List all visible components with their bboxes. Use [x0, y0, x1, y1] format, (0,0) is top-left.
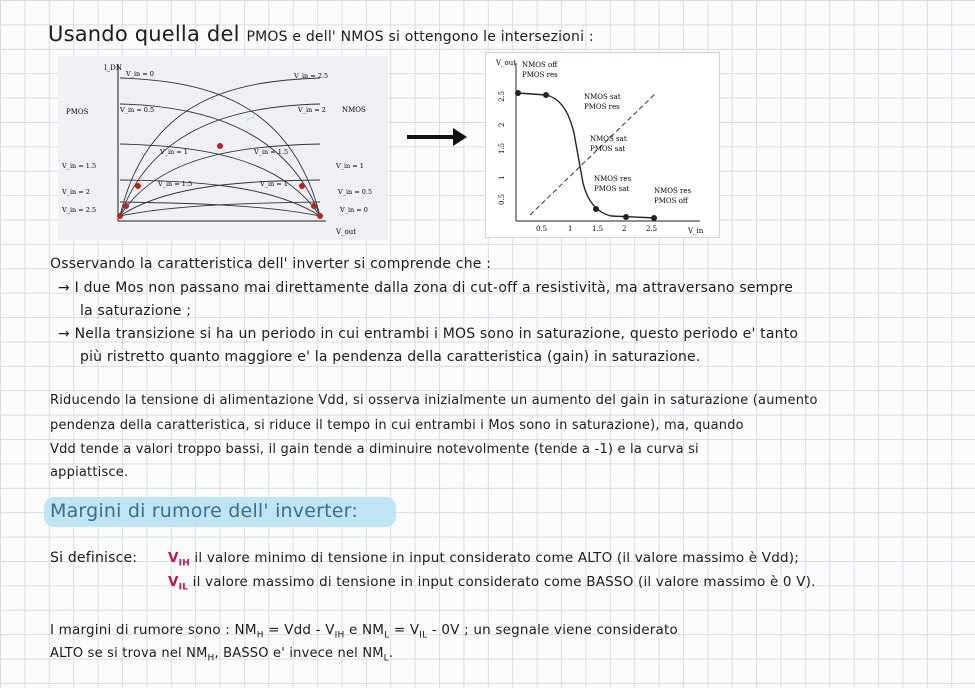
def-label: Si definisce: [50, 550, 138, 566]
vtc-figure [485, 52, 720, 238]
x-tick-4: 2.5 [646, 225, 658, 233]
right-label-3: V_in = 1 [336, 162, 364, 170]
y-tick-3: 1 [498, 175, 506, 180]
right-label-2: V_in = 1.5 [254, 148, 289, 156]
bullet-2 [58, 326, 798, 342]
y-tick-0: 2.5 [498, 90, 506, 102]
annot-nmos-sat-2: NMOS sat [590, 135, 627, 143]
load-line-figure [58, 56, 388, 240]
axis-x-label: V_out [336, 228, 357, 236]
right-label-5: V_in = 0.5 [338, 188, 373, 196]
load-line-svg [58, 56, 388, 240]
title-part3: si ottengono le intersezioni : [383, 29, 594, 45]
bullet-2-line-1: Nella transizione si ha un periodo in cui entrambi i MOS sono in saturazione, questo periodo e' tanto [74, 326, 799, 342]
annot-pmos-res-2: PMOS res [584, 103, 620, 111]
vdd-line-4: appiattisce. [50, 465, 129, 480]
vdd-line-3: Vdd tende a valori troppo bassi, il gain tende a diminuire notevolmente (tende a -1) e la curva si [50, 442, 699, 457]
bullet-2-line-2: più ristretto quanto maggiore e' la pendenza della caratteristica (gain) in saturazione. [80, 349, 701, 365]
annot-pmos-sat-2: PMOS sat [590, 145, 626, 153]
vtc-x-label: V_in [688, 227, 704, 235]
left-label-1: V_in = 0.5 [120, 106, 155, 114]
annot-pmos-sat-3: PMOS sat [594, 185, 630, 193]
vil-symbol: $V_{IL}$ [168, 574, 189, 593]
def-vil [168, 574, 816, 593]
def-vih [168, 550, 799, 569]
annot-nmos-sat-1: NMOS sat [584, 93, 621, 101]
margins-line-1: I margini di rumore sono : $NM_H$ = Vdd - $V_{IH}$ e $NM_L = V_{IL} - 0V$ ; un segnale viene considerato [50, 622, 678, 641]
pmos-label: PMOS [66, 108, 89, 116]
title-nmos: NMOS [340, 29, 384, 45]
page-title [48, 22, 594, 46]
vtc-svg [486, 53, 719, 237]
x-tick-3: 2 [622, 225, 627, 233]
vih-text: il valore minimo di tensione in input considerato come ALTO (il valore massimo è Vdd); [189, 550, 799, 566]
arrow-bullet-icon: → [58, 326, 75, 342]
nmos-label: NMOS [342, 106, 366, 114]
annot-pmos-off: PMOS off [654, 197, 688, 205]
vtc-y-label: V_out [496, 59, 517, 67]
axis-y-label: I_DN [104, 64, 123, 72]
annot-nmos-res: NMOS res [594, 175, 632, 183]
annot-nmos-res-2: NMOS res [654, 187, 692, 195]
right-label-1: V_in = 2 [298, 106, 326, 114]
left-label-4: V_in = 1.5 [158, 180, 193, 188]
title-part2: e dell' [287, 29, 341, 45]
arrow-right-icon [405, 125, 469, 149]
x-tick-0: 0.5 [536, 225, 548, 233]
annot-pmos-res: PMOS res [522, 71, 558, 79]
title-part1: Usando quella del [48, 22, 247, 46]
watermark: ~ [239, 106, 262, 130]
left-label-5: V_in = 2 [62, 188, 90, 196]
x-tick-2: 1.5 [592, 225, 604, 233]
annot-nmos-off: NMOS off [522, 61, 558, 69]
y-tick-1: 2 [498, 122, 506, 127]
x-tick-1: 1 [568, 225, 573, 233]
right-label-4: V_in = 1 [260, 180, 288, 188]
bullet-1-line-2: la saturazione ; [80, 303, 192, 319]
bullet-1 [58, 280, 793, 296]
right-label-6: V_in = 0 [340, 206, 368, 214]
obs-intro: Osservando la caratteristica dell' inverter si comprende che : [50, 256, 492, 272]
right-label-0: V_in = 2.5 [294, 72, 329, 80]
arrow-bullet-icon: → [58, 280, 75, 296]
y-tick-4: 0.5 [498, 193, 506, 205]
left-label-3: V_in = 1.5 [62, 162, 97, 170]
margins-line-2: ALTO se si trova nel $NM_H$, BASSO e' invece nel $NM_L$. [50, 646, 394, 664]
title-pmos: PMOS [246, 29, 288, 45]
vdd-line-1: Riducendo la tensione di alimentazione Vdd, si osserva inizialmente un aumento del gain in saturazione (aumento [50, 393, 818, 408]
left-label-6: V_in = 2.5 [62, 206, 97, 214]
section-heading: Margini di rumore dell' inverter: [50, 500, 358, 522]
vil-text: il valore massimo di tensione in input considerato come BASSO (il valore massimo è 0 V). [188, 574, 816, 590]
left-label-2: V_in = 1 [160, 148, 188, 156]
vdd-line-2: pendenza della caratteristica, si riduce il tempo in cui entrambi i Mos sono in saturazione), ma, quando [50, 418, 744, 433]
bullet-1-line-1: I due Mos non passano mai direttamente dalla zona di cut-off a resistività, ma attraversano sempre [74, 280, 794, 296]
y-tick-2: 1.5 [498, 142, 506, 154]
vih-symbol: $V_{IH}$ [168, 550, 190, 569]
left-label-0: V_in = 0 [126, 70, 154, 78]
